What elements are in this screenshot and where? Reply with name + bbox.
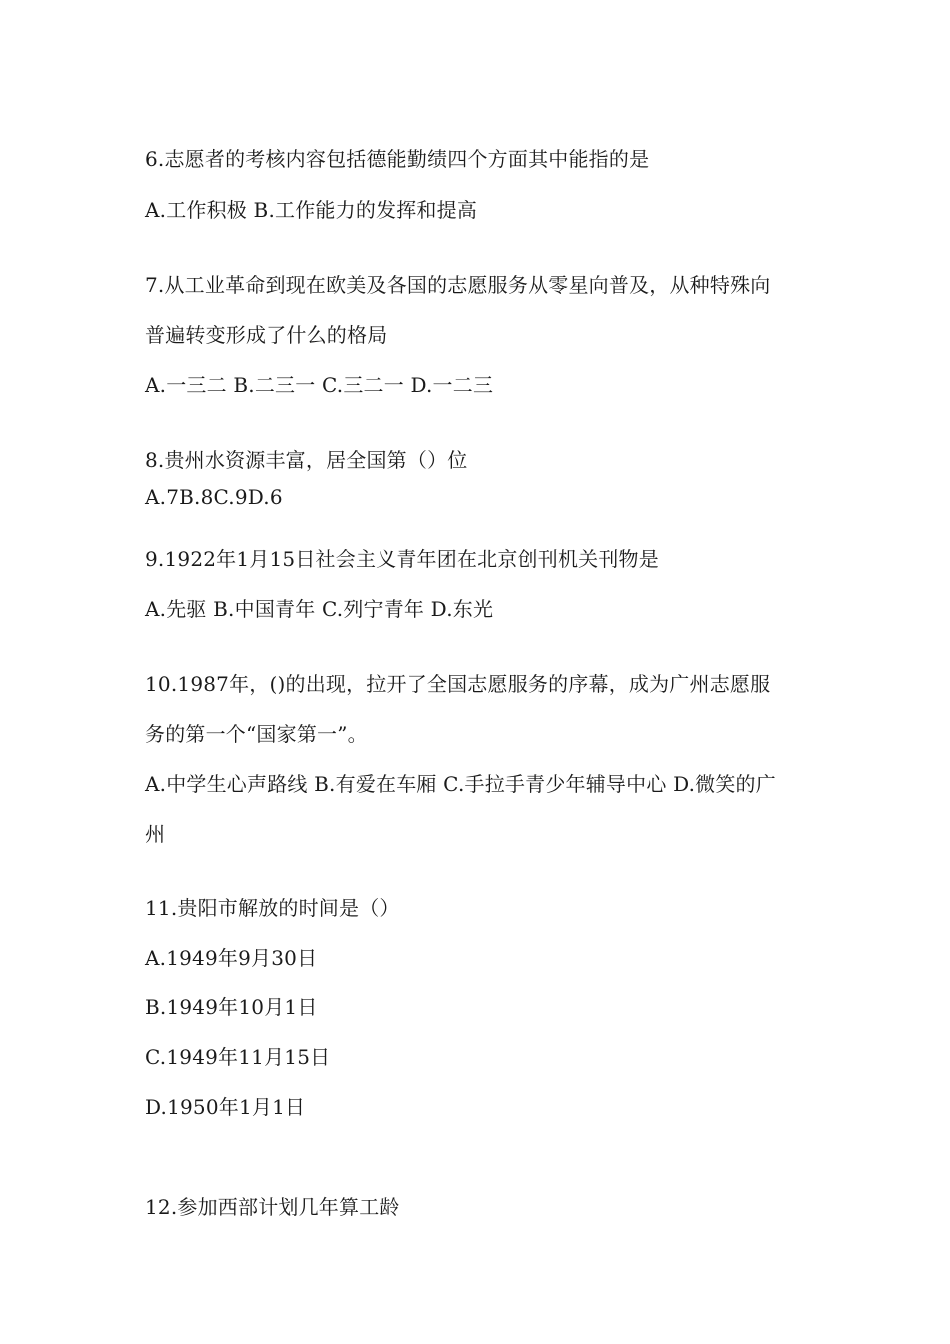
question-11-option-b: B.1949年10月1日 [145, 995, 318, 1019]
question-6-text: 6.志愿者的考核内容包括德能勤绩四个方面其中能指的是 [145, 147, 650, 171]
question-10-options-cont: 州 [145, 822, 166, 846]
question-9-text: 9.1922年1月15日社会主义青年团在北京创刊机关刊物是 [145, 547, 659, 571]
question-8-text: 8.贵州水资源丰富，居全国第（）位 [145, 448, 468, 472]
question-11-option-d: D.1950年1月1日 [145, 1095, 306, 1119]
question-10-options: A.中学生心声路线 B.有爱在车厢 C.手拉手青少年辅导中心 D.微笑的广 [145, 772, 776, 796]
question-6-options: A.工作积极 B.工作能力的发挥和提高 [145, 198, 478, 222]
question-7-text-cont: 普遍转变形成了什么的格局 [145, 323, 388, 347]
question-11-text: 11.贵阳市解放的时间是（） [145, 896, 400, 920]
question-8-options: A.7B.8C.9D.6 [145, 485, 283, 509]
question-7-text: 7.从工业革命到现在欧美及各国的志愿服务从零星向普及，从种特殊向 [145, 273, 771, 297]
question-12-text: 12.参加西部计划几年算工龄 [145, 1195, 400, 1219]
question-10-text-cont: 务的第一个“国家第一”。 [145, 722, 368, 746]
question-11-option-c: C.1949年11月15日 [145, 1045, 331, 1069]
question-9-options: A.先驱 B.中国青年 C.列宁青年 D.东光 [145, 597, 494, 621]
question-11-option-a: A.1949年9月30日 [145, 946, 318, 970]
question-10-text: 10.1987年，()的出现，拉开了全国志愿服务的序幕，成为广州志愿服 [145, 672, 771, 696]
question-7-options: A.一三二 B.二三一 C.三二一 D.一二三 [145, 373, 494, 397]
